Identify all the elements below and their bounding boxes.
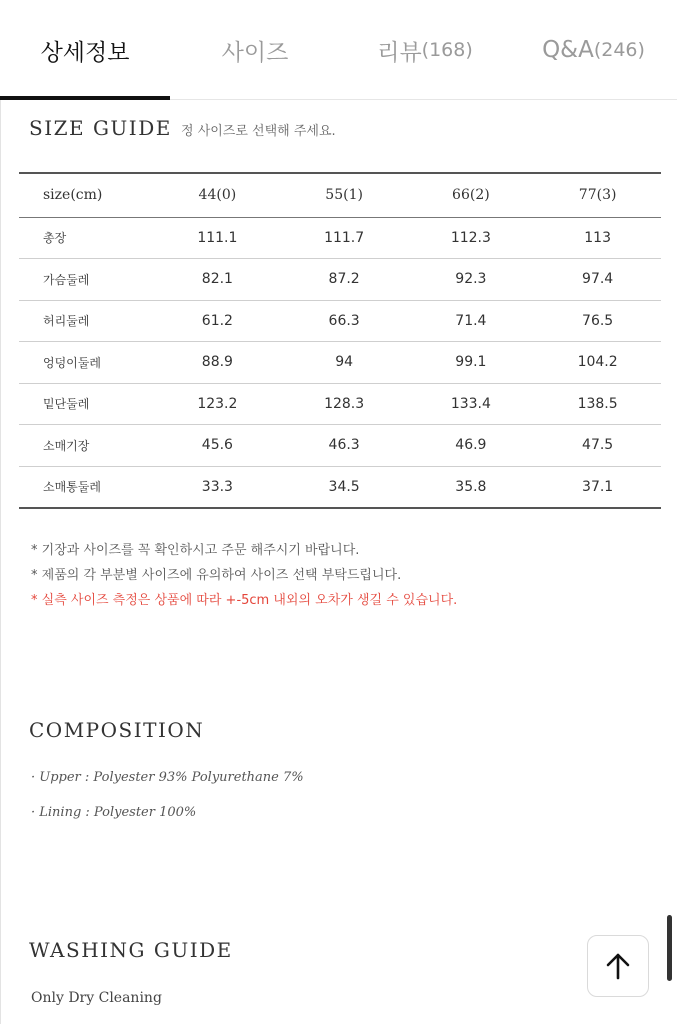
table-cell: 34.5: [281, 466, 408, 508]
tab-label: 사이즈: [221, 39, 289, 66]
table-cell: 112.3: [408, 217, 535, 259]
size-table-header: [19, 173, 661, 217]
table-cell: 111.1: [154, 217, 281, 259]
table-cell: 113: [534, 217, 661, 259]
row-label: 가슴둘레: [19, 259, 154, 301]
table-cell: 133.4: [408, 383, 535, 425]
table-cell: 82.1: [154, 259, 281, 301]
table-cell: 46.9: [408, 425, 535, 467]
scroll-top-button[interactable]: [587, 935, 649, 997]
table-cell: 104.2: [534, 342, 661, 384]
composition-title: COMPOSITION: [29, 718, 205, 742]
row-label: 소매기장: [19, 425, 154, 467]
washing-guide-title: WASHING GUIDE: [29, 938, 233, 962]
header-cell: size(cm): [19, 173, 154, 217]
row-label: 밑단둘레: [19, 383, 154, 425]
list-item: · Upper : Polyester 93% Polyurethane 7%: [31, 770, 304, 785]
table-cell: 37.1: [534, 466, 661, 508]
table-cell: 97.4: [534, 259, 661, 301]
table-cell: 111.7: [281, 217, 408, 259]
table-cell: 47.5: [534, 425, 661, 467]
tab-bar: [0, 0, 677, 100]
table-cell: 61.2: [154, 300, 281, 342]
table-cell: 87.2: [281, 259, 408, 301]
tab-count: (168): [421, 39, 473, 61]
table-row: [19, 217, 661, 259]
table-cell: 46.3: [281, 425, 408, 467]
table-cell: 99.1: [408, 342, 535, 384]
tab-label: 상세정보: [40, 39, 130, 66]
table-cell: 128.3: [281, 383, 408, 425]
table-row: [19, 300, 661, 342]
table-row: [19, 342, 661, 384]
table-cell: 76.5: [534, 300, 661, 342]
size-guide-title: SIZE GUIDE: [29, 116, 172, 140]
tab-details[interactable]: [0, 0, 170, 100]
header-cell: 66(2): [408, 173, 535, 217]
tab-qna[interactable]: [510, 0, 677, 100]
table-cell: 88.9: [154, 342, 281, 384]
row-label: 총장: [19, 217, 154, 259]
table-cell: 138.5: [534, 383, 661, 425]
tab-count: (246): [593, 39, 645, 61]
size-note: * 제품의 각 부분별 사이즈에 유의하여 사이즈 선택 부탁드립니다.: [31, 568, 402, 583]
composition-list: [31, 766, 304, 836]
row-label: 허리둘레: [19, 300, 154, 342]
detail-content: [0, 100, 677, 1024]
header-cell: 44(0): [154, 173, 281, 217]
table-cell: 35.8: [408, 466, 535, 508]
size-note-warning: * 실측 사이즈 측정은 상품에 따라 +-5cm 내외의 오차가 생길 수 있습니다.: [31, 593, 458, 608]
table-cell: 94: [281, 342, 408, 384]
size-notes: [31, 538, 457, 613]
table-cell: 45.6: [154, 425, 281, 467]
table-row: [19, 383, 661, 425]
tab-size[interactable]: [170, 0, 340, 100]
size-table: [19, 172, 661, 509]
table-cell: 123.2: [154, 383, 281, 425]
header-cell: 55(1): [281, 173, 408, 217]
tab-reviews[interactable]: [340, 0, 510, 100]
list-item: · Lining : Polyester 100%: [31, 805, 197, 820]
table-cell: 33.3: [154, 466, 281, 508]
washing-guide-text: Only Dry Cleaning: [31, 990, 162, 1006]
table-row: [19, 425, 661, 467]
row-label: 소매통둘레: [19, 466, 154, 508]
table-cell: 71.4: [408, 300, 535, 342]
header-cell: 77(3): [534, 173, 661, 217]
size-note: * 기장과 사이즈를 꼭 확인하시고 주문 해주시기 바랍니다.: [31, 543, 360, 558]
table-row: [19, 259, 661, 301]
arrow-up-icon: [605, 952, 631, 980]
tab-label: Q&A: [542, 37, 594, 63]
table-cell: 66.3: [281, 300, 408, 342]
scrollbar[interactable]: [667, 915, 672, 981]
tab-label: 리뷰: [377, 39, 422, 66]
table-row: [19, 466, 661, 508]
size-guide-subtitle: 정 사이즈로 선택해 주세요.: [181, 124, 336, 139]
table-cell: 92.3: [408, 259, 535, 301]
row-label: 엉덩이둘레: [19, 342, 154, 384]
